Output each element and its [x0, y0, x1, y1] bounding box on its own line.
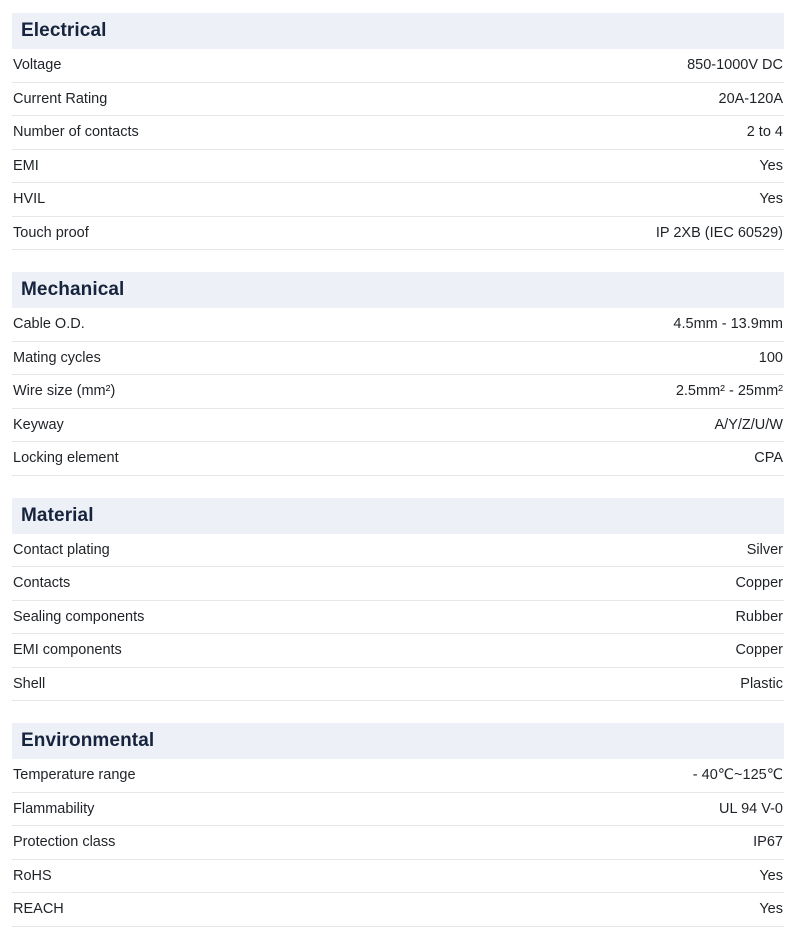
- spec-value: IP67: [753, 834, 783, 851]
- spec-row: [12, 83, 784, 117]
- spec-row: [12, 634, 784, 668]
- spec-label: Touch proof: [13, 224, 89, 241]
- spec-label: REACH: [13, 901, 64, 918]
- section-environmental: [12, 723, 784, 927]
- spec-value: Silver: [746, 541, 783, 558]
- spec-label: EMI: [13, 157, 39, 174]
- spec-value: 2.5mm² - 25mm²: [675, 383, 783, 400]
- spec-row: [12, 342, 784, 376]
- spec-label: Protection class: [13, 834, 116, 851]
- spec-value: Copper: [735, 642, 783, 659]
- section-electrical: [12, 13, 784, 250]
- section-mechanical: [12, 272, 784, 476]
- section-title: Electrical: [21, 20, 107, 41]
- spec-value: UL 94 V-0: [719, 800, 783, 817]
- spec-row: [12, 860, 784, 894]
- spec-label: RoHS: [13, 867, 52, 884]
- spec-row: [12, 826, 784, 860]
- spec-value: Yes: [759, 901, 783, 918]
- spec-value: Yes: [759, 191, 783, 208]
- spec-value: IP 2XB (IEC 60529): [655, 224, 783, 241]
- spec-label: Locking element: [13, 450, 119, 467]
- spec-value: 850-1000V DC: [687, 57, 783, 74]
- spec-value: Copper: [735, 575, 783, 592]
- spec-row: [12, 893, 784, 927]
- spec-label: Current Rating: [13, 90, 108, 107]
- spec-row: [12, 217, 784, 251]
- spec-row: [12, 49, 784, 83]
- spec-value: Yes: [759, 867, 783, 884]
- spec-row: [12, 567, 784, 601]
- spec-value: A/Y/Z/U/W: [714, 416, 783, 433]
- spec-row: [12, 793, 784, 827]
- section-header: [12, 723, 784, 759]
- spec-label: Keyway: [13, 416, 64, 433]
- section-material: [12, 498, 784, 702]
- spec-row: [12, 183, 784, 217]
- spec-value: 4.5mm - 13.9mm: [673, 316, 783, 333]
- spec-row: [12, 668, 784, 702]
- spec-value: 2 to 4: [746, 124, 783, 141]
- spec-value: 100: [758, 349, 783, 366]
- spec-sheet: [12, 13, 784, 949]
- spec-label: HVIL: [13, 191, 46, 208]
- spec-label: Sealing components: [13, 608, 145, 625]
- section-header: [12, 498, 784, 534]
- spec-value: Rubber: [735, 608, 783, 625]
- spec-row: [12, 375, 784, 409]
- spec-label: Contact plating: [13, 541, 110, 558]
- spec-label: Temperature range: [13, 767, 136, 784]
- spec-value: - 40℃~125℃: [692, 767, 783, 784]
- spec-row: [12, 116, 784, 150]
- section-title: Mechanical: [21, 279, 125, 300]
- spec-label: Number of contacts: [13, 124, 139, 141]
- spec-label: Cable O.D.: [13, 316, 85, 333]
- spec-label: EMI components: [13, 642, 122, 659]
- spec-value: Yes: [759, 157, 783, 174]
- spec-value: CPA: [754, 450, 783, 467]
- spec-row: [12, 409, 784, 443]
- spec-value: Plastic: [740, 675, 783, 692]
- spec-label: Flammability: [13, 800, 95, 817]
- spec-value: 20A-120A: [718, 90, 783, 107]
- spec-row: [12, 150, 784, 184]
- spec-label: Shell: [13, 675, 46, 692]
- section-title: Material: [21, 504, 94, 526]
- section-header: [12, 13, 784, 49]
- spec-row: [12, 601, 784, 635]
- section-header: [12, 272, 784, 308]
- section-title: Environmental: [21, 730, 155, 751]
- spec-label: Contacts: [13, 575, 71, 592]
- spec-label: Mating cycles: [13, 349, 101, 366]
- spec-label: Wire size (mm²): [13, 383, 116, 400]
- spec-row: [12, 759, 784, 793]
- spec-label: Voltage: [13, 57, 62, 74]
- spec-row: [12, 442, 784, 476]
- spec-row: [12, 308, 784, 342]
- spec-row: [12, 534, 784, 568]
